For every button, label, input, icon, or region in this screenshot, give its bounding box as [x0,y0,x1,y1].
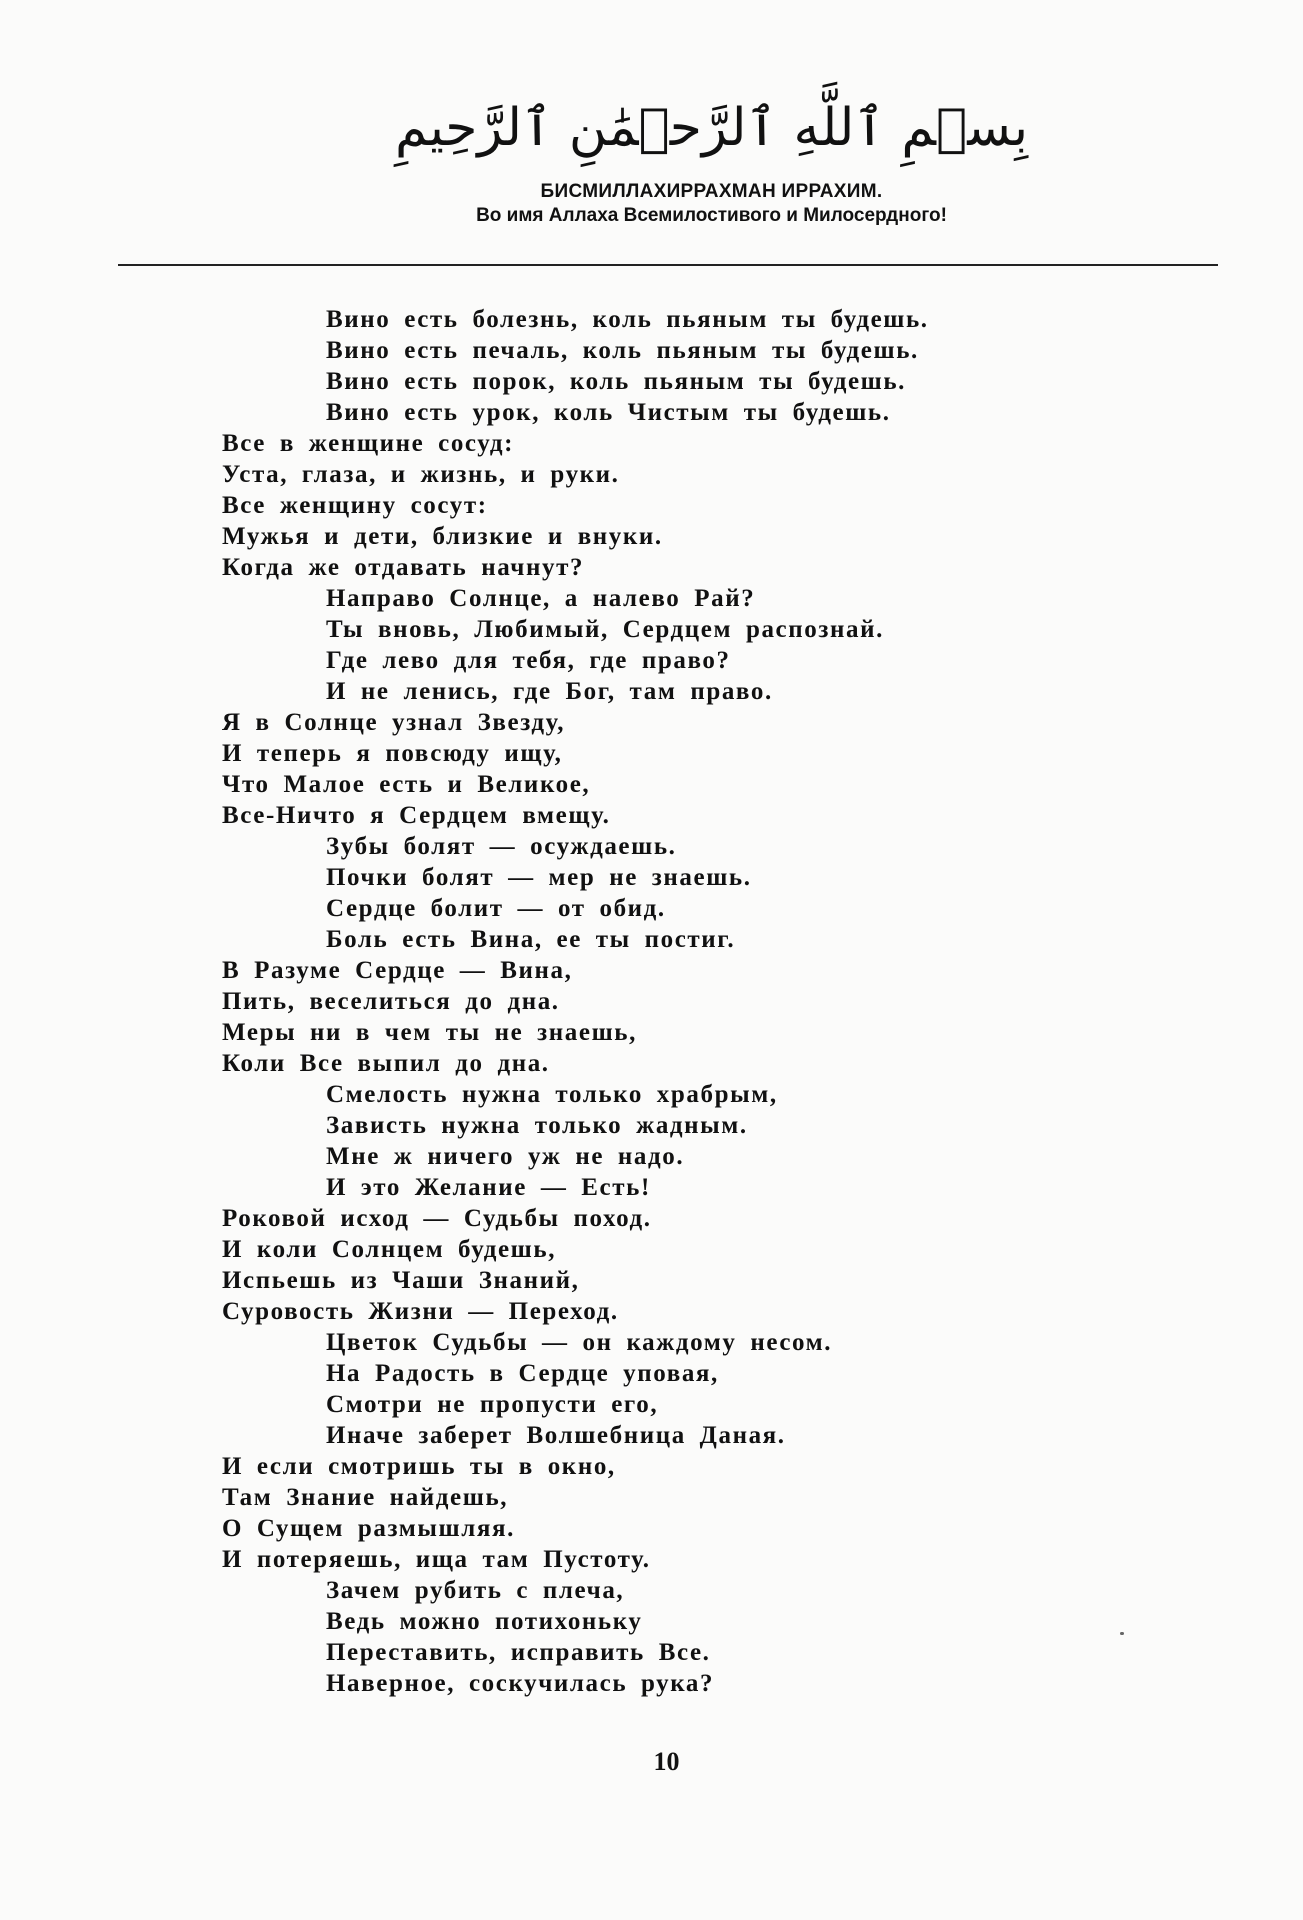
poem-line: Коли Все выпил до дна. [222,1050,550,1077]
poem-line: И не ленись, где Бог, там право. [326,678,773,705]
poem-line: Мне ж ничего уж не надо. [326,1143,685,1170]
page-number: 10 [653,1747,680,1776]
basmala-translation: Во имя Аллаха Всемилостивого и Милосердного! [476,205,947,226]
poem-line: Почки болят — мер не знаешь. [326,864,752,891]
poem-line: Вино есть порок, коль пьяным ты будешь. [326,368,907,395]
poem-line: И это Желание — Есть! [326,1174,651,1201]
basmala-transliteration: БИСМИЛЛАХИРРАХМАН ИРРАХИМ. [540,181,883,202]
poem-line: Зубы болят — осуждаешь. [326,833,677,860]
poem-line: Когда же отдавать начнут? [222,554,585,581]
poem-line: Иначе заберет Волшебница Даная. [326,1422,786,1449]
poem-line: В Разуме Сердце — Вина, [222,957,573,984]
poem-line: Вино есть болезнь, коль пьяным ты будешь. [326,306,929,333]
poem-line: Зависть нужна только жадным. [326,1112,748,1139]
poem-line: На Радость в Сердце уповая, [326,1360,719,1387]
poem-line: Уста, глаза, и жизнь, и руки. [222,461,620,488]
poem-line: Суровость Жизни — Переход. [222,1298,619,1325]
poem-line: Направо Солнце, а налево Рай? [326,585,756,612]
poem-line: Все женщину сосут: [222,492,488,519]
poem-line: Сердце болит — от обид. [326,895,666,922]
poem-line: Вино есть урок, коль Чистым ты будешь. [326,399,891,426]
poem-line: Где лево для тебя, где право? [326,647,731,674]
poem-line: Все в женщине сосуд: [222,430,514,457]
poem-line: Смотри не пропусти его, [326,1391,659,1418]
poem-line: Зачем рубить с плеча, [326,1577,625,1604]
poem-line: И потеряешь, ища там Пустоту. [222,1546,651,1573]
poem-line: Вино есть печаль, коль пьяным ты будешь. [326,337,919,364]
poem-text [222,304,1222,1699]
poem-line: Меры ни в чем ты не знаешь, [222,1019,637,1046]
scan-speck [1120,1632,1124,1635]
poem-line: Там Знание найдешь, [222,1484,509,1511]
header-divider [118,264,1218,266]
poem-line: Что Малое есть и Великое, [222,771,591,798]
poem-line: Боль есть Вина, ее ты постиг. [326,926,736,953]
poem-line: О Сущем размышляя. [222,1515,515,1542]
poem-line: Я в Солнце узнал Звезду, [222,709,566,736]
poem-line: Все-Ничто я Сердцем вмещу. [222,802,611,829]
basmala-calligraphy: بِسۡمِ ٱللَّهِ ٱلرَّحۡمَٰنِ ٱلرَّحِيمِ [394,98,1029,158]
poem-line: Ты вновь, Любимый, Сердцем распознай. [326,616,884,643]
poem-line: Ведь можно потихоньку [326,1608,643,1635]
poem-line: И теперь я повсюду ищу, [222,740,563,767]
poem-line: Мужья и дети, близкие и внуки. [222,523,663,550]
poem-line: Испьешь из Чаши Знаний, [222,1267,580,1294]
poem-line: Цветок Судьбы — он каждому несом. [326,1329,833,1356]
poem-line: Пить, веселиться до дна. [222,988,560,1015]
poem-line: Наверное, соскучилась рука? [326,1670,715,1697]
poem-line: Переставить, исправить Все. [326,1639,711,1666]
poem-line: Смелость нужна только храбрым, [326,1081,778,1108]
poem-line: И если смотришь ты в окно, [222,1453,616,1480]
poem-line: И коли Солнцем будешь, [222,1236,557,1263]
poem-line: Роковой исход — Судьбы поход. [222,1205,652,1232]
page-header [0,88,1303,228]
